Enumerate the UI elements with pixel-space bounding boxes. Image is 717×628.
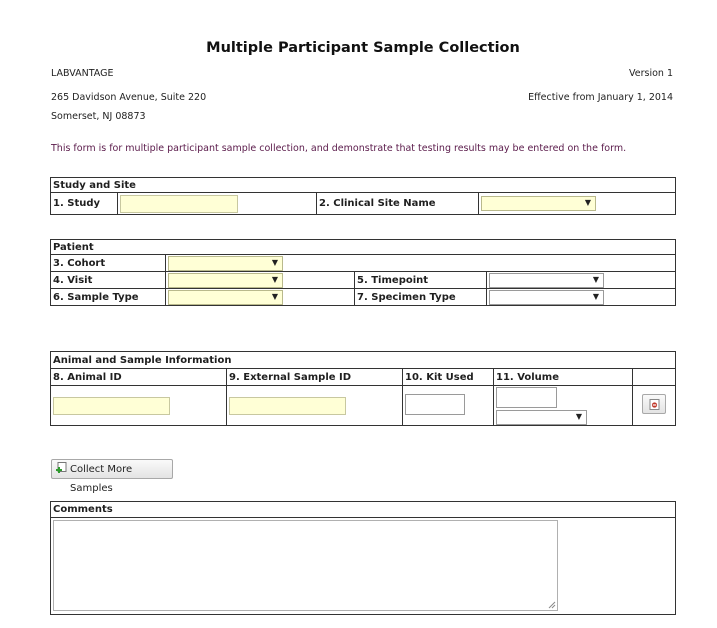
kit-used-input[interactable]	[405, 394, 465, 415]
external-id-cell	[227, 386, 403, 426]
specimen-type-cell	[487, 289, 676, 306]
cohort-label: 3. Cohort	[51, 255, 166, 272]
clinical-site-label: 2. Clinical Site Name	[317, 193, 479, 215]
address-line-1: 265 Davidson Avenue, Suite 220	[51, 92, 207, 103]
collect-more-samples-label: Collect More Samples	[70, 464, 133, 494]
timepoint-cell	[487, 272, 676, 289]
volume-label: 11. Volume	[494, 369, 633, 386]
volume-cell	[494, 386, 633, 426]
timepoint-select[interactable]	[489, 273, 604, 288]
section-header: Animal and Sample Information	[51, 352, 676, 369]
specimen-type-select[interactable]	[489, 290, 604, 305]
org-name: LABVANTAGE	[51, 68, 114, 79]
section-header: Patient	[51, 240, 676, 255]
effective-date: Effective from January 1, 2014	[528, 92, 673, 103]
clinical-site-select[interactable]	[481, 196, 596, 211]
chevron-down-icon: ▼	[271, 274, 278, 284]
collect-more-samples-button[interactable]	[51, 459, 173, 494]
intro-text: This form is for multiple participant sample collection, and demonstrate that testing results may be entered on the form.	[51, 143, 627, 154]
volume-unit-select[interactable]	[496, 410, 587, 425]
visit-select[interactable]	[168, 273, 283, 288]
sample-type-label: 6. Sample Type	[51, 289, 166, 306]
delete-cell	[633, 386, 676, 426]
animal-id-label: 8. Animal ID	[51, 369, 227, 386]
action-header	[633, 369, 676, 386]
section-header: Comments	[51, 502, 676, 518]
visit-label: 4. Visit	[51, 272, 166, 289]
visit-cell	[166, 272, 355, 289]
study-label: 1. Study	[51, 193, 118, 215]
chevron-down-icon: ▼	[592, 291, 599, 301]
timepoint-label: 5. Timepoint	[355, 272, 487, 289]
resize-grip-icon[interactable]	[548, 601, 556, 609]
kit-used-cell	[403, 386, 494, 426]
clinical-site-cell	[479, 193, 676, 215]
study-site-section	[50, 177, 676, 215]
patient-section	[50, 239, 676, 306]
animal-id-input[interactable]	[53, 397, 170, 415]
animal-id-cell	[51, 386, 227, 426]
cohort-cell	[166, 255, 676, 272]
external-sample-id-input[interactable]	[229, 397, 346, 415]
chevron-down-icon: ▼	[271, 291, 278, 301]
add-page-icon	[56, 462, 67, 474]
delete-row-button[interactable]	[642, 394, 666, 414]
external-id-label: 9. External Sample ID	[227, 369, 403, 386]
animal-sample-section	[50, 351, 676, 426]
study-cell	[118, 193, 317, 215]
chevron-down-icon: ▼	[575, 411, 582, 421]
delete-icon	[649, 399, 660, 410]
volume-input[interactable]	[496, 387, 557, 408]
page-title: Multiple Participant Sample Collection	[206, 40, 520, 56]
cohort-select[interactable]	[168, 256, 283, 271]
comments-textarea[interactable]	[53, 520, 558, 611]
specimen-type-label: 7. Specimen Type	[355, 289, 487, 306]
sample-type-cell	[166, 289, 355, 306]
version-label: Version 1	[629, 68, 673, 79]
chevron-down-icon: ▼	[592, 274, 599, 284]
kit-used-label: 10. Kit Used	[403, 369, 494, 386]
chevron-down-icon: ▼	[584, 198, 591, 207]
study-input[interactable]	[120, 195, 238, 213]
sample-type-select[interactable]	[168, 290, 283, 305]
address-line-2: Somerset, NJ 08873	[51, 111, 146, 122]
chevron-down-icon: ▼	[271, 257, 278, 267]
section-header: Study and Site	[51, 178, 676, 193]
